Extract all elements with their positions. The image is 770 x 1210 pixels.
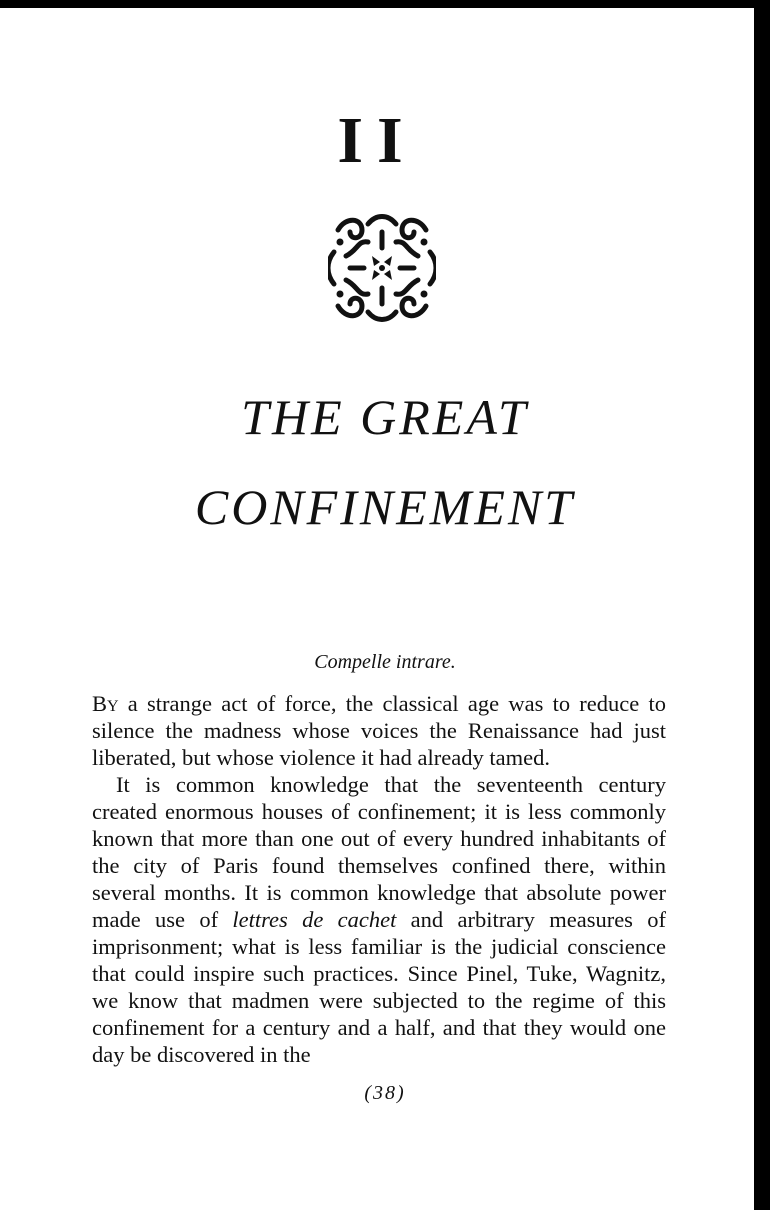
chapter-number: II xyxy=(337,104,417,177)
fleuron-ornament xyxy=(328,212,436,324)
chapter-title-line-2: CONFINEMENT xyxy=(194,479,576,535)
epigraph: Compelle intrare. xyxy=(314,651,456,673)
italic-phrase: lettres de cachet xyxy=(232,907,397,932)
body-text xyxy=(92,690,666,1068)
paragraph-2: It is common knowledge that the seventeenth century created enormous houses of confinement; it is less commonly known that more than one out of every hundred inhabitants of the city of Paris found themselves confined there, within several months. It is common knowledge that absolute power made use of lettres de cachet and arbitrary measures of imprisonment; what is less familiar is the judicial conscience that could inspire such practices. Since Pinel, Tuke, Wagnitz, we know that madmen were subjected to the regime of this confinement for a century and a half, and that they would one day be discovered in the xyxy=(92,772,666,1067)
opening-small-caps: By xyxy=(92,691,119,716)
scan-border-top xyxy=(0,0,770,8)
page-number: (38) xyxy=(364,1082,406,1104)
paragraph-1: By a strange act of force, the classical age was to reduce to silence the madness whose voices the Renaissance had just liberated, but whose violence it had already tamed. xyxy=(92,691,666,770)
chapter-title-line-1: THE GREAT xyxy=(241,389,529,445)
scan-border-right xyxy=(754,0,770,1210)
